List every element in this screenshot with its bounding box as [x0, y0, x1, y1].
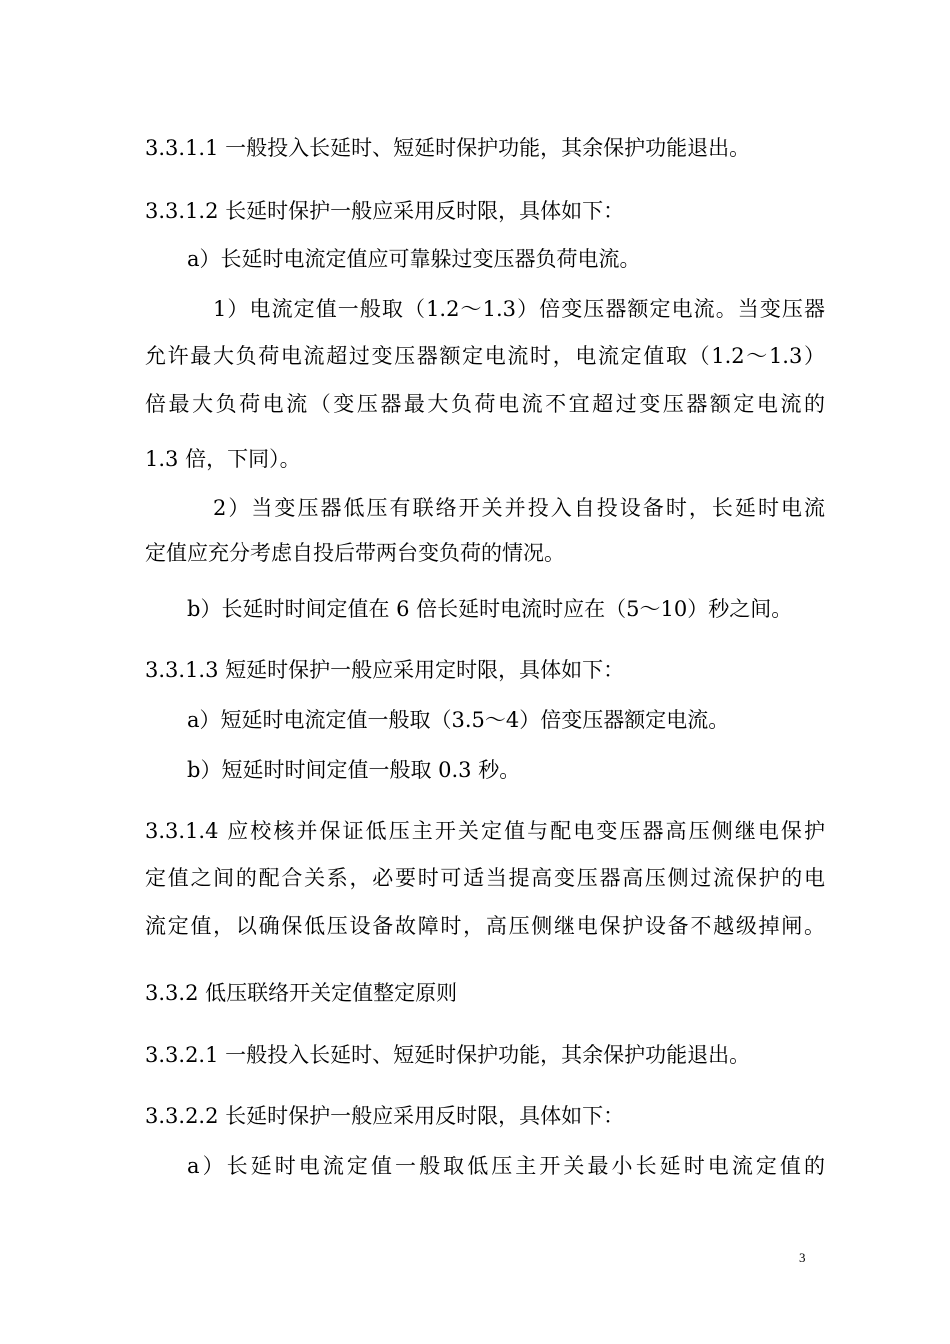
clause-3-3-1-2: 3.3.1.2 长延时保护一般应采用反时限，具体如下：: [145, 199, 625, 223]
clause-3-3-1-4-line-1: 3.3.1.4 应校核并保证低压主开关定值与配电变压器高压侧继电保护: [145, 819, 825, 843]
subitem-1-line-2: 允许最大负荷电流超过变压器额定电流时，电流定值取（1.2～1.3）: [145, 344, 825, 368]
page-number: 3: [799, 1250, 806, 1265]
clause-3-3-1-3: 3.3.1.3 短延时保护一般应采用定时限，具体如下：: [145, 658, 625, 682]
item-b-long-delay-time: b）长延时时间定值在 6 倍长延时电流时应在（5～10）秒之间。: [187, 597, 793, 621]
clause-3-3-2-1: 3.3.2.1 一般投入长延时、短延时保护功能，其余保护功能退出。: [145, 1043, 751, 1067]
item-a-short-delay-current: a）短延时电流定值一般取（3.5～4）倍变压器额定电流。: [187, 708, 730, 732]
subitem-1-line-4: 1.3 倍，下同）。: [145, 447, 301, 471]
item-a-tie-switch-current: a）长延时电流定值一般取低压主开关最小长延时电流定值的: [187, 1154, 825, 1178]
clause-3-3-2-2: 3.3.2.2 长延时保护一般应采用反时限，具体如下：: [145, 1104, 625, 1128]
item-b-short-delay-time: b）短延时时间定值一般取 0.3 秒。: [187, 758, 521, 782]
subitem-2-line-2: 定值应充分考虑自投后带两台变负荷的情况。: [145, 541, 565, 565]
subitem-1-line-3: 倍最大负荷电流（变压器最大负荷电流不宜超过变压器额定电流的: [145, 392, 825, 416]
subitem-2-line-1: 2）当变压器低压有联络开关并投入自投设备时，长延时电流: [213, 496, 825, 520]
section-3-3-2-heading: 3.3.2 低压联络开关定值整定原则: [145, 981, 458, 1005]
subitem-1-line-1: 1）电流定值一般取（1.2～1.3）倍变压器额定电流。当变压器: [213, 297, 825, 321]
clause-3-3-1-1: 3.3.1.1 一般投入长延时、短延时保护功能，其余保护功能退出。: [145, 136, 751, 160]
clause-3-3-1-4-line-3: 流定值，以确保低压设备故障时，高压侧继电保护设备不越级掉闸。: [145, 914, 825, 938]
item-a-long-delay-current: a）长延时电流定值应可靠躲过变压器负荷电流。: [187, 247, 641, 271]
clause-3-3-1-4-line-2: 定值之间的配合关系，必要时可适当提高变压器高压侧过流保护的电: [145, 866, 825, 890]
